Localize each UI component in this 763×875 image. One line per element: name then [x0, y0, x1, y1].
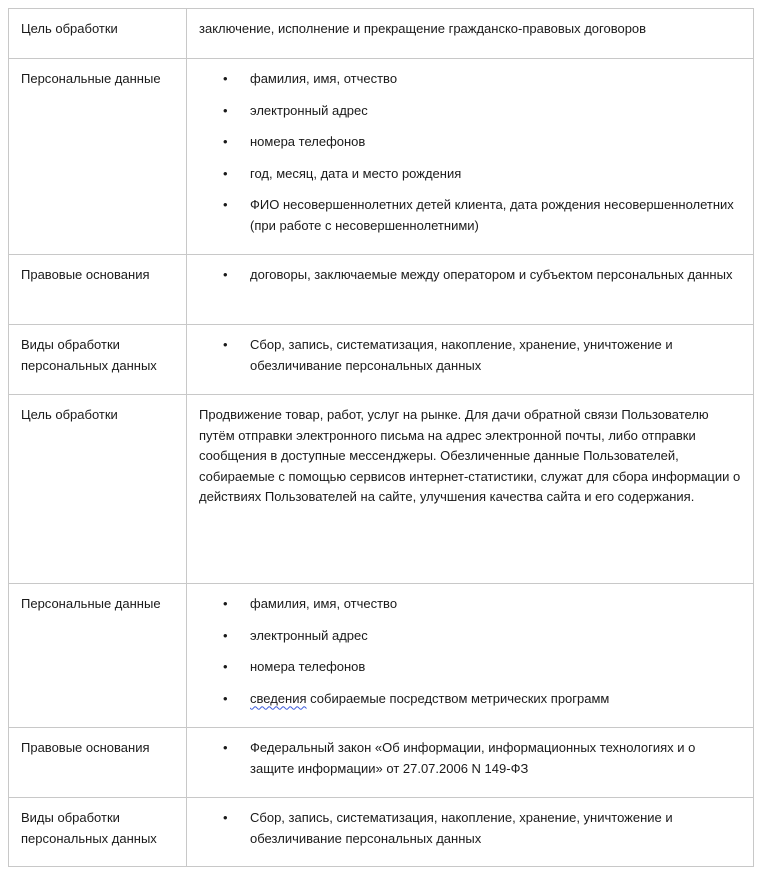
list-item: • фамилия, имя, отчество	[199, 69, 741, 90]
table-row	[9, 9, 754, 59]
list-item: • номера телефонов	[199, 132, 741, 153]
list-item: • фамилия, имя, отчество	[199, 594, 741, 615]
row-label: Цель обработки	[9, 9, 187, 59]
list-item	[199, 689, 741, 710]
row-label: Цель обработки	[9, 395, 187, 584]
row-label: Персональные данные	[9, 584, 187, 728]
spellcheck-word: сведения	[250, 690, 307, 706]
bullet-list	[199, 335, 741, 376]
row-content	[187, 255, 754, 325]
bullet-list	[199, 594, 741, 709]
list-item: • договоры, заключаемые между оператором и субъектом персональных данных	[199, 265, 741, 286]
list-item: • номера телефонов	[199, 657, 741, 678]
bullet-list	[199, 69, 741, 236]
row-text: Продвижение товар, работ, услуг на рынке. Для дачи обратной связи Пользователю путём отправки электронного письма на адрес электронной почты, либо отправки сообщения в доступные мессенджеры. Обезличенные данные Пользователей, собираемые с помощью сервисов интернет-статистики, служат для сбора информации о действиях Пользователей на сайте, улучшения качества сайта и его содержания.	[187, 395, 754, 584]
row-content	[187, 59, 754, 255]
data-processing-table	[8, 8, 754, 867]
list-item: • год, месяц, дата и место рождения	[199, 164, 741, 185]
bullet-list	[199, 265, 741, 286]
list-item-text: собираемые посредством метрических программ	[306, 690, 610, 706]
table-row	[9, 325, 754, 395]
row-label: Виды обработки персональных данных	[9, 325, 187, 395]
row-text: заключение, исполнение и прекращение гражданско-правовых договоров	[187, 9, 754, 59]
row-label: Правовые основания	[9, 255, 187, 325]
row-content	[187, 325, 754, 395]
list-item: • Сбор, запись, систематизация, накопление, хранение, уничтожение и обезличивание персональных данных	[199, 808, 741, 849]
row-label: Персональные данные	[9, 59, 187, 255]
row-label: Виды обработки персональных данных	[9, 798, 187, 867]
table-row	[9, 395, 754, 584]
bullet-list	[199, 808, 741, 849]
bullet-list	[199, 738, 741, 779]
list-item: • Сбор, запись, систематизация, накопление, хранение, уничтожение и обезличивание персональных данных	[199, 335, 741, 376]
table-row	[9, 728, 754, 798]
row-content	[187, 798, 754, 867]
table-row	[9, 59, 754, 255]
list-item: • ФИО несовершеннолетних детей клиента, дата рождения несовершеннолетних (при работе с несовершеннолетними)	[199, 195, 741, 236]
row-content	[187, 728, 754, 798]
table-row	[9, 584, 754, 728]
table-row	[9, 255, 754, 325]
row-content	[187, 584, 754, 728]
table-row	[9, 798, 754, 867]
list-item: • электронный адрес	[199, 101, 741, 122]
list-item: • Федеральный закон «Об информации, информационных технологиях и о защите информации» от 27.07.2006 N 149-ФЗ	[199, 738, 741, 779]
row-label: Правовые основания	[9, 728, 187, 798]
list-item: • электронный адрес	[199, 626, 741, 647]
